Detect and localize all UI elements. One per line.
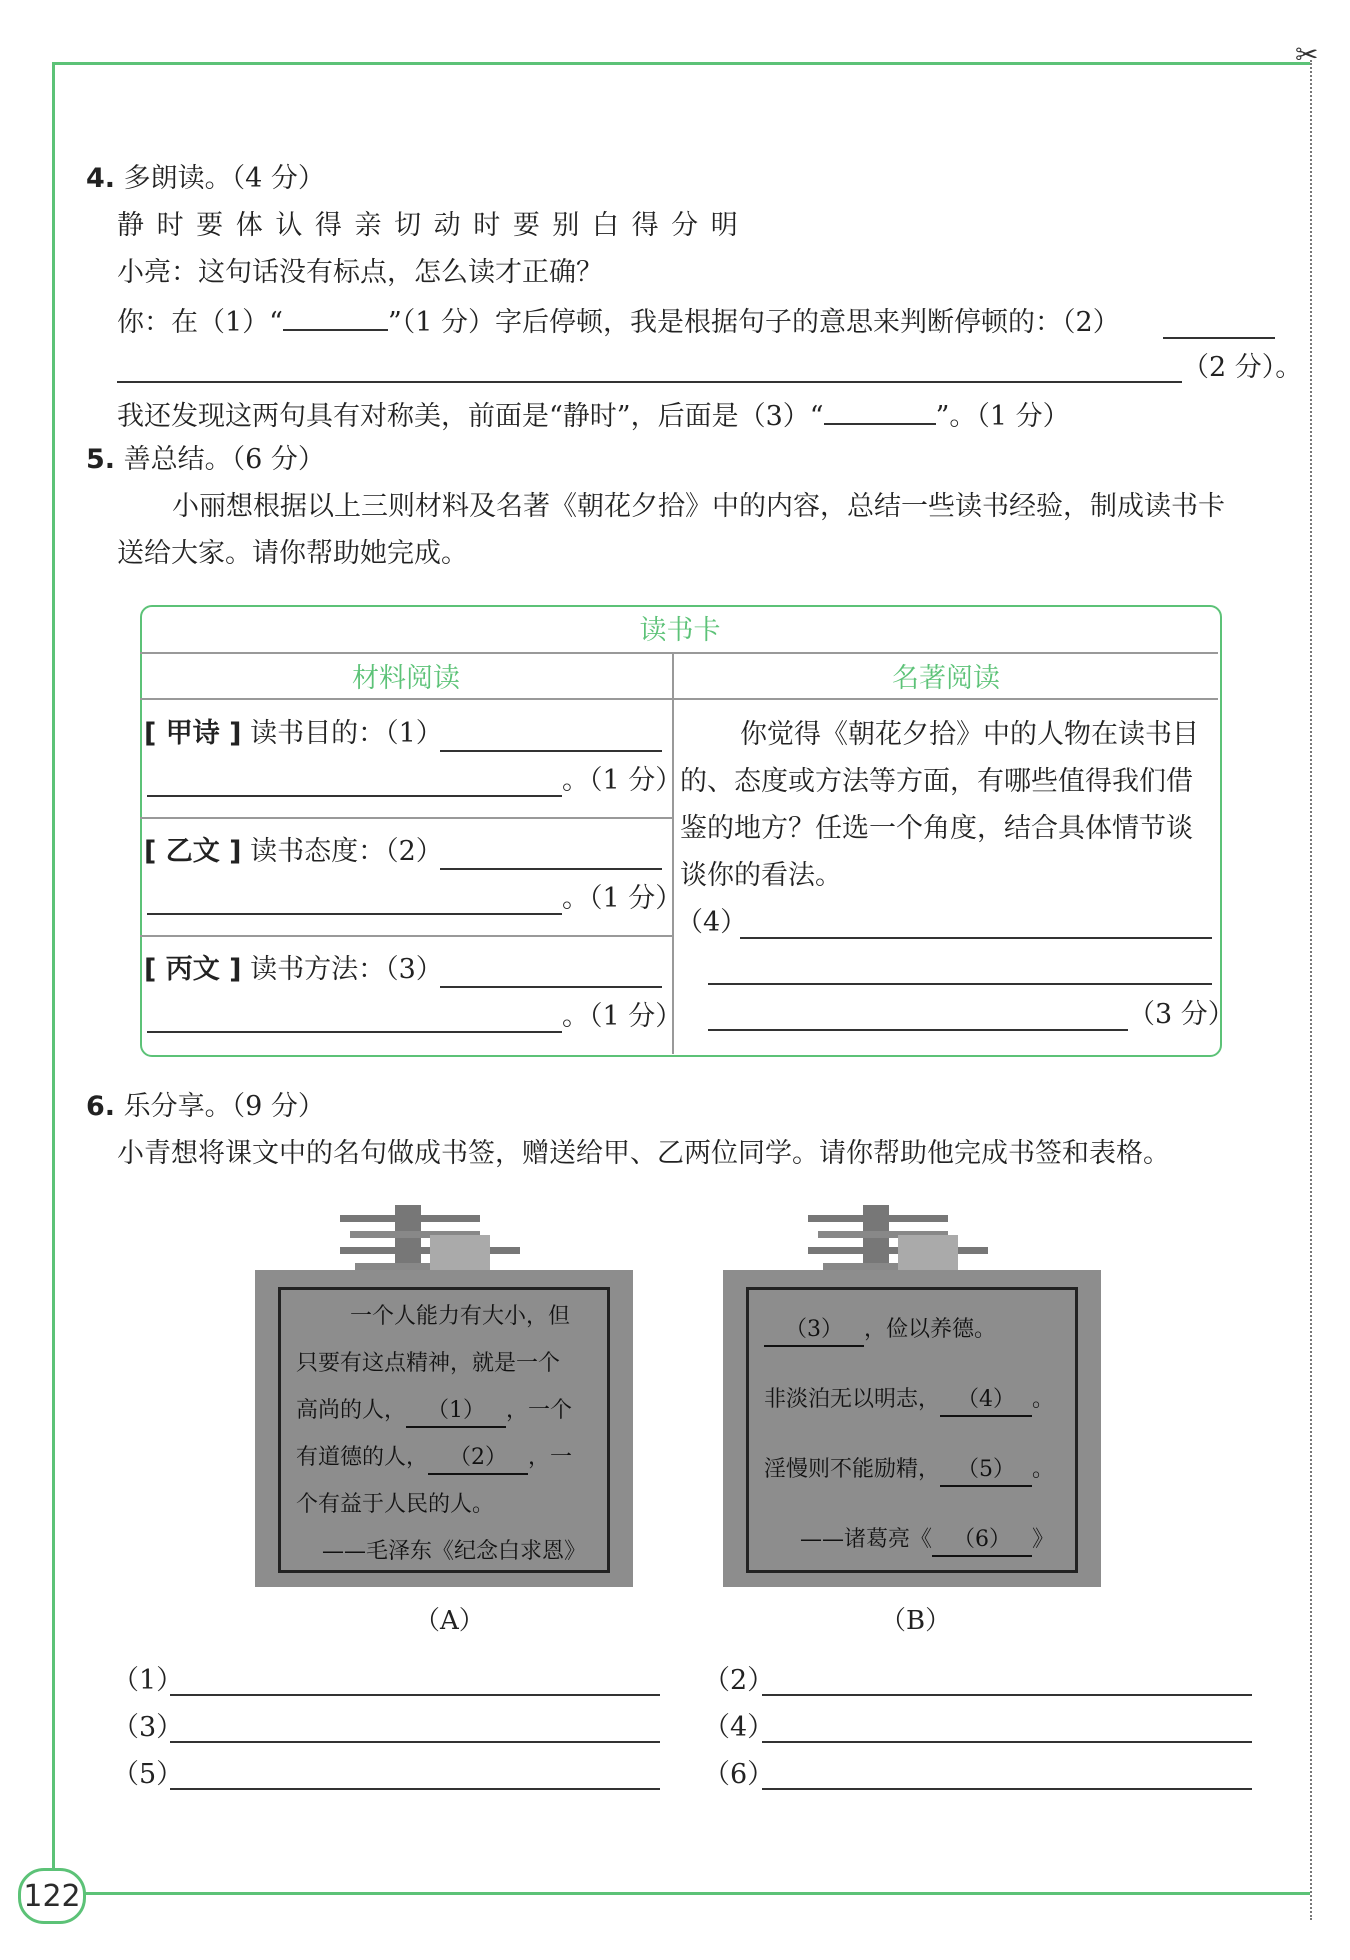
right-text-1: 你觉得《朝花夕拾》中的人物在读书目: [740, 719, 1199, 750]
bm-a-source: ——毛泽东《纪念白求恩》: [322, 1539, 587, 1564]
answer-blank-5[interactable]: [170, 1788, 660, 1790]
answer-label-5: （5）: [112, 1759, 184, 1790]
q4-question: 小亮：这句话没有标点，怎么读才正确？: [117, 257, 603, 288]
q4-line3-a: 我还发现这两句具有对称美，前面是“静时”，后面是（3）“: [117, 401, 824, 432]
page-number: 122: [18, 1868, 86, 1924]
right-text-3: 鉴的地方？任选一个角度，结合具体情节谈: [680, 813, 1193, 844]
bm-a-line-3-a: 高尚的人，: [296, 1398, 407, 1423]
answer-label-4: （4）: [703, 1712, 775, 1743]
bm-a-line-3: [296, 1396, 572, 1428]
bm-b-blank-5: （5）: [940, 1455, 1032, 1487]
reading-card-column-divider: [672, 652, 674, 1054]
q4-sentence: 静 时 要 体 认 得 亲 切 动 时 要 别 白 得 分 明: [117, 210, 740, 241]
row-3-label: 读书方法：（3）: [250, 954, 443, 985]
q4-answer-line: [117, 303, 1120, 340]
right-blank-3[interactable]: [708, 1029, 1128, 1031]
bm-b-blank-4: （4）: [940, 1385, 1032, 1417]
card-row-3: [144, 953, 443, 987]
frame-top-border: [52, 62, 1310, 65]
scissors-icon: ✂: [1295, 38, 1319, 71]
row-1-blank-b[interactable]: [147, 795, 562, 797]
row-1-blank-a[interactable]: [440, 750, 662, 752]
q6-intro: 小青想将课文中的名句做成书签，赠送给甲、乙两位同学。请你帮助他完成书签和表格。: [117, 1138, 1170, 1169]
bm-a-line-4-a: 有道德的人，: [296, 1445, 429, 1470]
q5-heading: [86, 443, 325, 477]
row-divider-1: [140, 817, 672, 819]
answer-blank-4[interactable]: [762, 1741, 1252, 1743]
answer-label-1: （1）: [112, 1665, 184, 1696]
frame-left-border: [52, 62, 55, 1880]
right-text-2: 的、态度或方法等方面，有哪些值得我们借: [680, 766, 1193, 797]
q4-answer-b: ”（1 分）字后停顿，我是根据句子的意思来判断停顿的：（2）: [387, 307, 1120, 338]
cut-line: [1310, 60, 1312, 1920]
q4-title: 多朗读。（4 分）: [123, 163, 325, 194]
q4-score-2: （2 分）。: [1182, 352, 1303, 383]
right-blank-1[interactable]: [740, 937, 1212, 939]
answer-blank-3[interactable]: [170, 1741, 660, 1743]
bm-b-blank-3: （3）: [764, 1315, 864, 1347]
col-classic-reading: 名著阅读: [892, 663, 1000, 694]
right-text-4: 谈你的看法。: [680, 860, 842, 891]
answer-label-2: （2）: [703, 1665, 775, 1696]
right-blank-2[interactable]: [708, 983, 1212, 985]
q5-number: 5.: [86, 444, 116, 475]
q4-line3-b: ”。（1 分）: [935, 401, 1070, 432]
q4-blank-2-start[interactable]: [1163, 337, 1275, 339]
row-3-tag: [ 丙文 ]: [144, 954, 242, 985]
q4-line-3: [117, 397, 1070, 434]
bm-b-source-a: ——诸葛亮《: [800, 1527, 933, 1552]
bookmark-b-label: （B）: [880, 1606, 952, 1636]
row-2-blank-a[interactable]: [440, 868, 662, 870]
q5-title: 善总结。（6 分）: [123, 444, 325, 475]
row-1-label: 读书目的：（1）: [250, 718, 443, 749]
row-2-tag: [ 乙文 ]: [144, 836, 242, 867]
bm-a-line-3-b: ，一个: [506, 1398, 573, 1423]
bm-b-line-3-period: 。: [1032, 1457, 1055, 1482]
bm-b-line-2-period: 。: [1032, 1387, 1055, 1412]
card-row-2: [144, 835, 443, 869]
col-material-reading: 材料阅读: [352, 663, 460, 694]
row-2-blank-b[interactable]: [147, 913, 562, 915]
q5-intro-1: 小丽想根据以上三则材料及名著《朝花夕拾》中的内容，总结一些读书经验，制成读书卡: [172, 491, 1225, 522]
bm-b-blank-6: （6）: [932, 1525, 1032, 1557]
bm-b-line-3: [764, 1455, 1054, 1487]
reading-card-header-divider: [140, 698, 1218, 700]
right-label-4: （4）: [676, 907, 748, 938]
answer-label-3: （3）: [112, 1712, 184, 1743]
q4-blank-2[interactable]: [117, 381, 1182, 383]
bm-a-line-4-b: ，一: [528, 1445, 573, 1470]
q4-heading: [86, 162, 325, 196]
q4-blank-1[interactable]: [283, 303, 388, 331]
answer-blank-1[interactable]: [170, 1694, 660, 1696]
row-2-label: 读书态度：（2）: [250, 836, 443, 867]
bm-a-line-5: 个有益于人民的人。: [296, 1492, 495, 1517]
q4-answer-a: 你：在（1）“: [117, 307, 283, 338]
bm-b-line-2-text: 非淡泊无以明志，: [764, 1387, 941, 1412]
bookmark-a-label: （A）: [414, 1606, 485, 1636]
row-1-score: 。（1 分）: [562, 765, 683, 796]
q4-number: 4.: [86, 163, 116, 194]
bm-a-line-2: 只要有这点精神，就是一个: [296, 1351, 561, 1376]
bm-b-line-3-text: 淫慢则不能励精，: [764, 1457, 941, 1482]
row-3-score: 。（1 分）: [562, 1001, 683, 1032]
bm-a-line-1: 一个人能力有大小，但: [350, 1304, 571, 1329]
bm-b-source: [800, 1525, 1054, 1557]
row-3-blank-b[interactable]: [147, 1031, 562, 1033]
row-2-score: 。（1 分）: [562, 883, 683, 914]
bm-b-line-1-text: ，俭以养德。: [864, 1317, 997, 1342]
bm-b-line-1: [764, 1315, 996, 1347]
answer-label-6: （6）: [703, 1759, 775, 1790]
q5-intro-2: 送给大家。请你帮助她完成。: [117, 538, 468, 569]
right-score: （3 分）: [1128, 999, 1235, 1030]
reading-card-divider: [140, 652, 1218, 654]
card-row-1: [144, 717, 443, 751]
row-divider-2: [140, 935, 672, 937]
row-1-tag: [ 甲诗 ]: [144, 718, 242, 749]
bm-a-line-4: [296, 1443, 572, 1475]
bm-a-blank-2: （2）: [428, 1443, 528, 1475]
q6-heading: [86, 1090, 325, 1124]
bm-b-source-b: 》: [1032, 1527, 1055, 1552]
frame-bottom-border: [52, 1892, 1310, 1895]
reading-card-title: 读书卡: [639, 615, 721, 646]
bm-b-line-2: [764, 1385, 1054, 1417]
bm-a-blank-1: （1）: [406, 1396, 506, 1428]
q4-blank-3[interactable]: [824, 397, 936, 425]
row-3-blank-a[interactable]: [440, 986, 662, 988]
answer-blank-6[interactable]: [762, 1788, 1252, 1790]
q6-number: 6.: [86, 1091, 116, 1122]
q6-title: 乐分享。（9 分）: [123, 1091, 325, 1122]
answer-blank-2[interactable]: [762, 1694, 1252, 1696]
